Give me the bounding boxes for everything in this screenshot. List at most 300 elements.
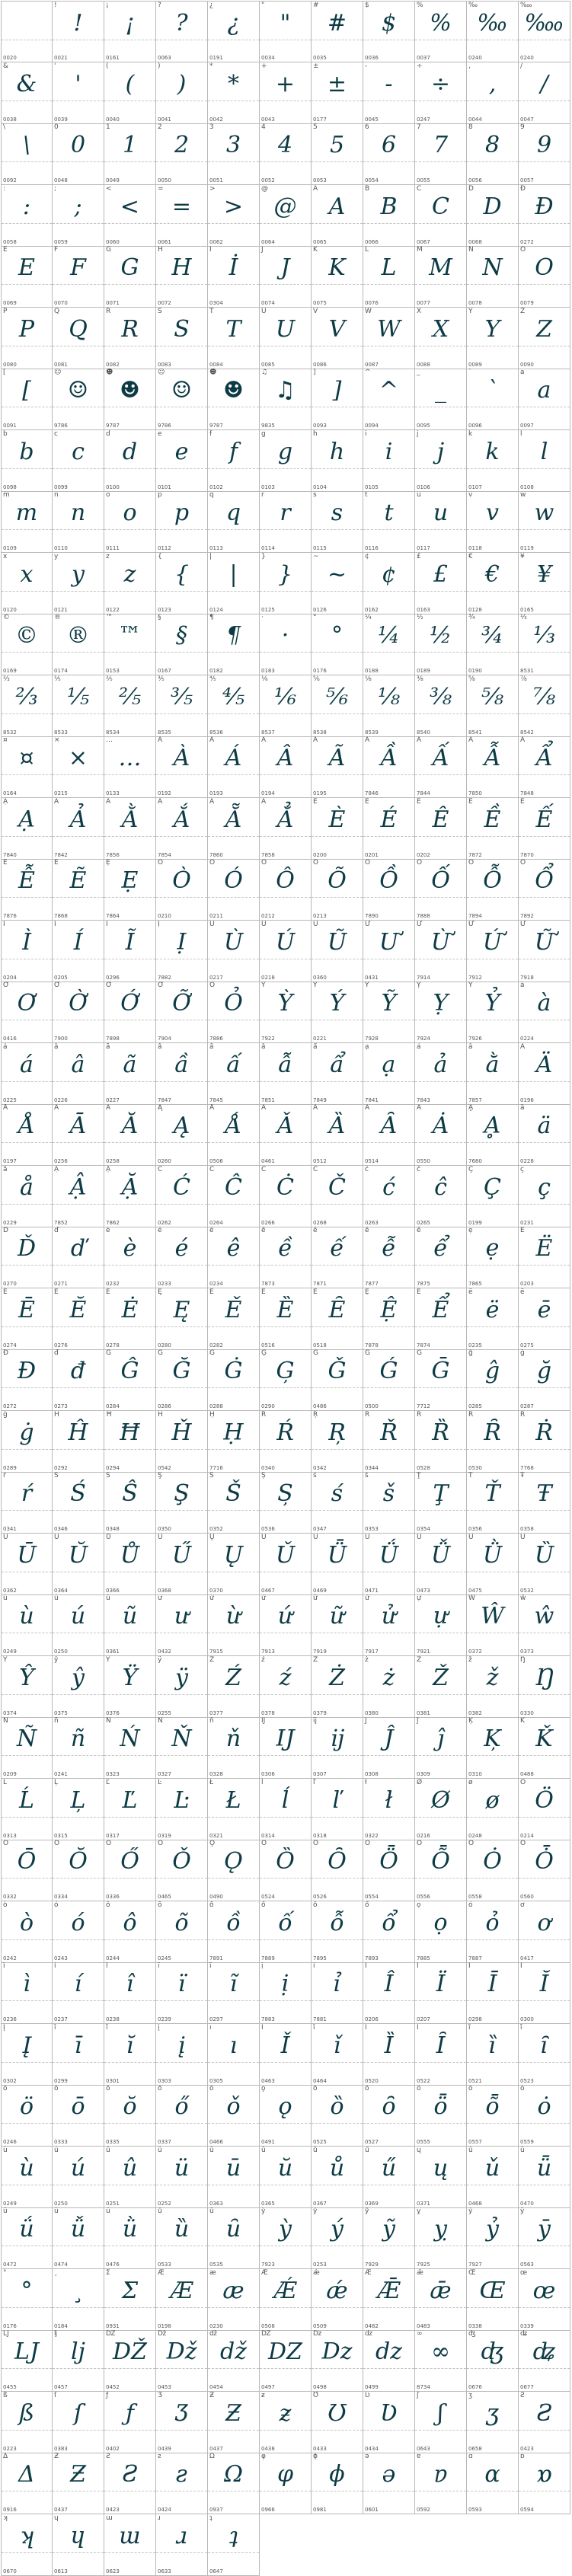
char-code: 0206 <box>365 2016 379 2022</box>
reference-char: Ŷ <box>3 1656 8 1664</box>
char-code: 0344 <box>365 1465 379 1471</box>
baseline-guide <box>208 2123 259 2124</box>
reference-char: ǔ <box>468 2147 473 2154</box>
glyph-sample: Ď <box>17 1235 37 1262</box>
baseline-guide <box>260 2062 311 2063</box>
glyph-cell <box>208 1411 260 1473</box>
reference-char: H <box>158 246 163 254</box>
reference-char: Ẽ <box>54 859 59 867</box>
glyph-sample: Y <box>484 316 500 343</box>
char-code: 0078 <box>468 300 482 306</box>
reference-char: ™ <box>106 614 113 621</box>
glyph-cell <box>260 2207 312 2269</box>
glyph-sample: ȍ <box>330 2093 344 2120</box>
reference-char: ⅓ <box>520 614 527 621</box>
char-code: 0163 <box>417 607 430 613</box>
glyph-cell <box>53 1594 104 1656</box>
char-code: 0193 <box>209 790 223 796</box>
glyph-sample: q <box>225 500 241 526</box>
glyph-cell <box>467 1717 519 1779</box>
glyph-cell <box>53 1534 104 1595</box>
reference-char: ½ <box>417 614 423 621</box>
glyph-sample: į <box>177 2032 186 2059</box>
glyph-sample: Á <box>225 745 242 771</box>
reference-char: Ȋ <box>417 2024 419 2032</box>
baseline-guide <box>312 591 363 592</box>
char-code: 0491 <box>261 2139 275 2145</box>
glyph-sample: d <box>122 439 138 465</box>
glyph-cell <box>312 430 363 492</box>
reference-char: n <box>54 491 59 499</box>
glyph-cell <box>415 1227 467 1288</box>
glyph-sample: Ů <box>120 1542 140 1569</box>
baseline-guide <box>519 284 570 285</box>
char-code: 0554 <box>365 1894 379 1900</box>
reference-char: V <box>313 308 318 315</box>
glyph-cell <box>260 1534 312 1595</box>
glyph-sample: W <box>377 316 401 343</box>
reference-char: Ć <box>158 1166 163 1173</box>
glyph-sample: X <box>432 316 449 343</box>
reference-char: Q <box>54 308 60 315</box>
char-code: 8542 <box>520 729 534 736</box>
reference-char: ů <box>313 2147 318 2154</box>
glyph-cell <box>260 736 312 798</box>
char-code: 0253 <box>313 2262 327 2268</box>
baseline-guide <box>2 2123 52 2124</box>
reference-char: Ļ <box>54 1779 59 1786</box>
glyph-cell <box>208 1 260 62</box>
char-code: 7927 <box>468 2262 482 2268</box>
reference-char: Ķ <box>468 1717 473 1725</box>
baseline-guide <box>53 2552 104 2553</box>
reference-char: F <box>54 246 59 254</box>
reference-char: ỹ <box>365 2207 369 2215</box>
glyph-cell <box>104 1227 156 1288</box>
glyph-cell <box>415 430 467 492</box>
reference-char: Ấ <box>417 736 422 744</box>
reference-char: _ <box>417 369 420 376</box>
glyph-sample: Ƨ <box>536 2400 552 2427</box>
glyph-cell <box>53 553 104 614</box>
glyph-cell <box>1 1901 53 1963</box>
glyph-sample: p <box>174 500 190 526</box>
glyph-sample: Ű <box>171 1542 192 1569</box>
char-code: 0126 <box>313 607 327 613</box>
glyph-cell <box>415 859 467 921</box>
glyph-cell <box>467 491 519 553</box>
char-code: 0290 <box>261 1403 275 1409</box>
char-code: 8536 <box>209 729 223 736</box>
char-code: 0221 <box>313 1036 327 1042</box>
char-code: 7919 <box>313 1649 327 1655</box>
reference-char: ĩ <box>209 1962 212 1970</box>
reference-char: Ö <box>520 1779 526 1786</box>
glyph-cell <box>363 859 415 921</box>
glyph-sample: Ȍ <box>276 1848 295 1875</box>
glyph-cell <box>208 2085 260 2147</box>
baseline-guide <box>363 2368 414 2369</box>
baseline-guide <box>363 1878 414 1879</box>
baseline-guide <box>104 2430 155 2431</box>
char-code: 0483 <box>417 2323 430 2329</box>
char-code: 0476 <box>106 2262 120 2268</box>
glyph-sample: ɯ <box>119 2523 141 2549</box>
reference-char: Ư <box>365 921 371 928</box>
char-code: 0061 <box>158 239 171 245</box>
glyph-sample: a <box>537 377 551 404</box>
reference-char: Õ <box>313 859 319 867</box>
glyph-cell <box>467 1411 519 1473</box>
char-code: 0366 <box>106 1588 120 1594</box>
char-code: 0236 <box>3 2016 17 2022</box>
reference-char: Ċ <box>261 1166 267 1173</box>
glyph-sample: Ŝ <box>122 1480 138 1507</box>
baseline-guide <box>156 1449 207 1450</box>
glyph-cell <box>260 1962 312 2024</box>
glyph-sample: Ý <box>329 990 345 1017</box>
baseline-guide <box>312 2430 363 2431</box>
reference-char: Ǎ <box>261 1104 267 1112</box>
reference-char: ☻ <box>209 369 217 376</box>
char-code: 7881 <box>313 2016 327 2022</box>
glyph-cell <box>467 1043 519 1105</box>
reference-char: ϕ <box>313 2453 318 2460</box>
glyph-sample: ó <box>71 1910 85 1936</box>
glyph-cell <box>104 430 156 492</box>
baseline-guide <box>260 1265 311 1266</box>
glyph-sample: Ǉ <box>14 2338 39 2365</box>
baseline-guide <box>467 897 518 898</box>
char-code: 0298 <box>468 2016 482 2022</box>
reference-char: ô <box>106 1901 110 1909</box>
baseline-guide <box>519 836 570 837</box>
baseline-guide <box>467 1878 518 1879</box>
char-code: 0438 <box>261 2446 275 2452</box>
glyph-sample: Ằ <box>121 806 139 833</box>
baseline-guide <box>208 1265 259 1266</box>
char-code: 0097 <box>520 423 534 429</box>
glyph-cell <box>260 62 312 124</box>
baseline-guide <box>260 2123 311 2124</box>
glyph-cell <box>1 1227 53 1288</box>
char-code: 7870 <box>520 852 534 858</box>
char-code: 9787 <box>209 423 223 429</box>
glyph-sample: ầ <box>174 1052 189 1078</box>
baseline-guide <box>156 1510 207 1511</box>
char-code: 0317 <box>106 1833 120 1839</box>
glyph-sample: ɹ <box>175 2523 188 2549</box>
glyph-sample: Ƨ <box>122 2461 138 2488</box>
glyph-cell <box>208 1104 260 1166</box>
glyph-cell <box>519 430 570 492</box>
char-code: 0224 <box>520 1036 534 1042</box>
glyph-cell <box>519 1840 570 1901</box>
glyph-sample: Ỗ <box>483 867 502 894</box>
char-code: 7864 <box>106 913 120 919</box>
char-code: 0062 <box>209 239 223 245</box>
glyph-sample: Δ <box>18 2461 35 2488</box>
baseline-guide <box>519 652 570 653</box>
glyph-sample: ồ <box>226 1910 241 1936</box>
char-code: 0113 <box>209 545 223 551</box>
char-code: 0121 <box>54 607 68 613</box>
baseline-guide <box>53 836 104 837</box>
baseline-guide <box>2 1939 52 1940</box>
char-code: 0455 <box>3 2384 17 2390</box>
glyph-cell <box>156 2207 208 2269</box>
char-code: 0084 <box>209 362 223 368</box>
glyph-cell <box>519 1043 570 1105</box>
char-code: 0341 <box>3 1526 17 1532</box>
glyph-cell <box>312 736 363 798</box>
glyph-cell <box>363 736 415 798</box>
baseline-guide <box>415 2123 466 2124</box>
glyph-sample: Ẵ <box>225 806 242 833</box>
reference-char: Ỗ <box>468 859 475 867</box>
glyph-sample: ¿ <box>227 10 240 37</box>
glyph-sample: Ẩ <box>535 745 553 771</box>
glyph-cell <box>156 185 208 247</box>
glyph-cell <box>260 1411 312 1473</box>
reference-char: · <box>261 614 264 621</box>
baseline-guide <box>208 2307 259 2308</box>
reference-char: ə <box>365 2453 369 2460</box>
char-code: 0262 <box>158 1220 171 1226</box>
reference-char: C <box>417 185 422 193</box>
reference-char: Ă <box>106 1104 111 1112</box>
glyph-sample: x <box>20 561 34 588</box>
glyph-sample: Ḡ <box>431 1358 450 1384</box>
char-code: 7898 <box>106 1036 120 1042</box>
reference-char: ể <box>417 1227 421 1234</box>
baseline-guide <box>363 1755 414 1756</box>
reference-char: Đ <box>520 185 526 193</box>
char-code: 7875 <box>417 1281 430 1287</box>
baseline-guide <box>519 2430 570 2431</box>
reference-char: ï <box>158 1962 160 1970</box>
reference-char: ự <box>417 1594 421 1602</box>
reference-char: X <box>417 308 422 315</box>
glyph-cell <box>415 2085 467 2147</box>
reference-char: ⅝ <box>468 675 475 683</box>
reference-char: ň <box>209 1717 214 1725</box>
glyph-cell <box>260 2330 312 2392</box>
char-code: 7877 <box>365 1281 379 1287</box>
char-code: 0303 <box>158 2078 171 2084</box>
glyph-sample: · <box>281 622 289 649</box>
reference-char: Ầ <box>365 736 370 744</box>
glyph-sample: Ś <box>70 1480 86 1507</box>
char-code: 0216 <box>417 1833 430 1839</box>
char-code: 0433 <box>313 2446 327 2452</box>
char-code: 0353 <box>365 1526 379 1532</box>
glyph-sample: Ể <box>432 1297 449 1323</box>
char-code: 0052 <box>261 177 275 184</box>
glyph-cell <box>104 2330 156 2392</box>
glyph-sample: Ǳ <box>268 2338 302 2365</box>
glyph-cell <box>104 2024 156 2086</box>
glyph-sample: ŏ <box>123 2093 137 2120</box>
glyph-cell <box>104 798 156 860</box>
glyph-cell <box>208 614 260 675</box>
glyph-cell <box>415 1534 467 1595</box>
reference-char: ^ <box>365 369 371 376</box>
glyph-sample: Ʒ <box>175 2400 188 2427</box>
glyph-cell <box>104 1043 156 1105</box>
char-code: 8538 <box>313 729 327 736</box>
char-code: 0176 <box>3 2323 17 2329</box>
char-code: 0081 <box>54 362 68 368</box>
char-code: 0093 <box>313 423 327 429</box>
glyph-cell <box>519 553 570 614</box>
char-code: 7858 <box>261 852 275 858</box>
glyph-sample: = <box>171 193 192 220</box>
glyph-sample: ø <box>485 1787 500 1814</box>
baseline-guide <box>312 2307 363 2308</box>
reference-char: Ŕ <box>261 1411 267 1419</box>
char-code: 8531 <box>520 668 534 674</box>
glyph-sample: Ô <box>276 867 295 894</box>
baseline-guide <box>312 1939 363 1940</box>
glyph-cell <box>104 1534 156 1595</box>
glyph-cell <box>156 1901 208 1963</box>
glyph-cell <box>363 1594 415 1656</box>
reference-char: Ÿ <box>106 1656 110 1664</box>
reference-char: u <box>417 491 421 499</box>
baseline-guide <box>260 1694 311 1695</box>
glyph-cell <box>363 246 415 308</box>
glyph-sample: ǔ <box>484 2155 500 2182</box>
glyph-cell <box>156 246 208 308</box>
baseline-guide <box>260 2000 311 2001</box>
glyph-sample: ½ <box>429 622 452 649</box>
char-code: 0633 <box>158 2568 171 2574</box>
char-code: 0378 <box>261 1710 275 1716</box>
char-code: 0423 <box>106 2507 120 2513</box>
glyph-sample: c <box>72 439 85 465</box>
baseline-guide <box>415 1204 466 1205</box>
reference-char: A <box>313 185 318 193</box>
char-code: 7851 <box>261 1097 275 1103</box>
char-code: 0535 <box>209 2262 223 2268</box>
glyph-sample: Ȕ <box>534 1542 554 1569</box>
reference-char: Š <box>209 1472 214 1480</box>
glyph-cell <box>53 1779 104 1840</box>
baseline-guide <box>2 774 52 775</box>
glyph-cell <box>208 430 260 492</box>
reference-char: Ŏ <box>54 1840 60 1847</box>
baseline-guide <box>363 1204 414 1205</box>
reference-char: N <box>468 246 474 254</box>
baseline-guide <box>53 1326 104 1327</box>
baseline-guide <box>208 1939 259 1940</box>
glyph-sample: Ổ <box>535 867 554 894</box>
char-code: 0520 <box>365 2078 379 2084</box>
char-code: 0643 <box>417 2446 430 2452</box>
reference-char: ữ <box>313 1594 318 1602</box>
char-code: 0523 <box>520 2078 534 2084</box>
glyph-sample: ȳ <box>538 2216 551 2242</box>
glyph-cell <box>53 859 104 921</box>
reference-char: O <box>520 246 526 254</box>
reference-char: Ǒ <box>158 1840 164 1847</box>
glyph-sample: Ú <box>275 929 296 956</box>
char-code: 7874 <box>417 1342 430 1349</box>
char-code: 7885 <box>417 1955 430 1962</box>
baseline-guide <box>104 2123 155 2124</box>
glyph-sample: ả <box>433 1052 448 1078</box>
reference-char: ÿ <box>158 1656 162 1664</box>
glyph-sample: Ŋ <box>534 1665 554 1691</box>
glyph-cell <box>104 1901 156 1963</box>
reference-char: ú <box>54 1594 59 1602</box>
char-code: 0255 <box>158 1710 171 1716</box>
baseline-guide <box>312 2368 363 2369</box>
char-code: 0020 <box>3 55 17 61</box>
glyph-cell <box>208 1534 260 1595</box>
reference-char: Y <box>468 308 473 315</box>
glyph-cell <box>53 1962 104 2024</box>
reference-char: Ş <box>158 1472 162 1480</box>
glyph-sample: ȗ <box>225 2216 241 2242</box>
glyph-cell <box>156 123 208 185</box>
baseline-guide <box>363 897 414 898</box>
char-code: 7886 <box>209 1036 223 1042</box>
glyph-cell <box>415 1656 467 1718</box>
glyph-sample: Ỹ <box>381 990 397 1017</box>
glyph-cell <box>260 185 312 247</box>
glyph-cell <box>415 1901 467 1963</box>
baseline-guide <box>363 591 414 592</box>
baseline-guide <box>53 1449 104 1450</box>
glyph-cell <box>519 2024 570 2086</box>
glyph-cell <box>260 1043 312 1105</box>
glyph-cell <box>519 798 570 860</box>
baseline-guide <box>156 2307 207 2308</box>
glyph-sample: e <box>174 439 189 465</box>
char-code: 0042 <box>209 117 223 123</box>
reference-char: ù <box>3 2147 8 2154</box>
char-code: 0356 <box>468 1526 482 1532</box>
glyph-sample: ⅖ <box>118 684 142 710</box>
reference-char: ∞ <box>417 2330 423 2338</box>
glyph-cell <box>208 859 260 921</box>
char-code: 0376 <box>106 1710 120 1716</box>
glyph-cell <box>312 369 363 430</box>
reference-char: Ñ <box>3 1717 8 1725</box>
char-code: 0381 <box>417 1710 430 1716</box>
glyph-cell <box>519 1534 570 1595</box>
char-code: 0205 <box>54 975 68 981</box>
glyph-sample: ŭ <box>277 2155 293 2182</box>
char-code: 0301 <box>106 2078 120 2084</box>
glyph-sample: 9 <box>536 132 552 158</box>
baseline-guide <box>312 223 363 224</box>
glyph-sample: + <box>275 71 296 97</box>
char-code: 0530 <box>468 1465 482 1471</box>
glyph-cell <box>363 1534 415 1595</box>
char-code: 0041 <box>158 117 171 123</box>
reference-char: ø <box>468 1779 473 1786</box>
baseline-guide <box>208 1204 259 1205</box>
reference-char: Ớ <box>106 982 113 989</box>
glyph-sample: š <box>382 1480 395 1507</box>
char-code: 0086 <box>313 362 327 368</box>
glyph-cell <box>467 185 519 247</box>
glyph-cell <box>156 369 208 430</box>
baseline-guide <box>260 1081 311 1082</box>
